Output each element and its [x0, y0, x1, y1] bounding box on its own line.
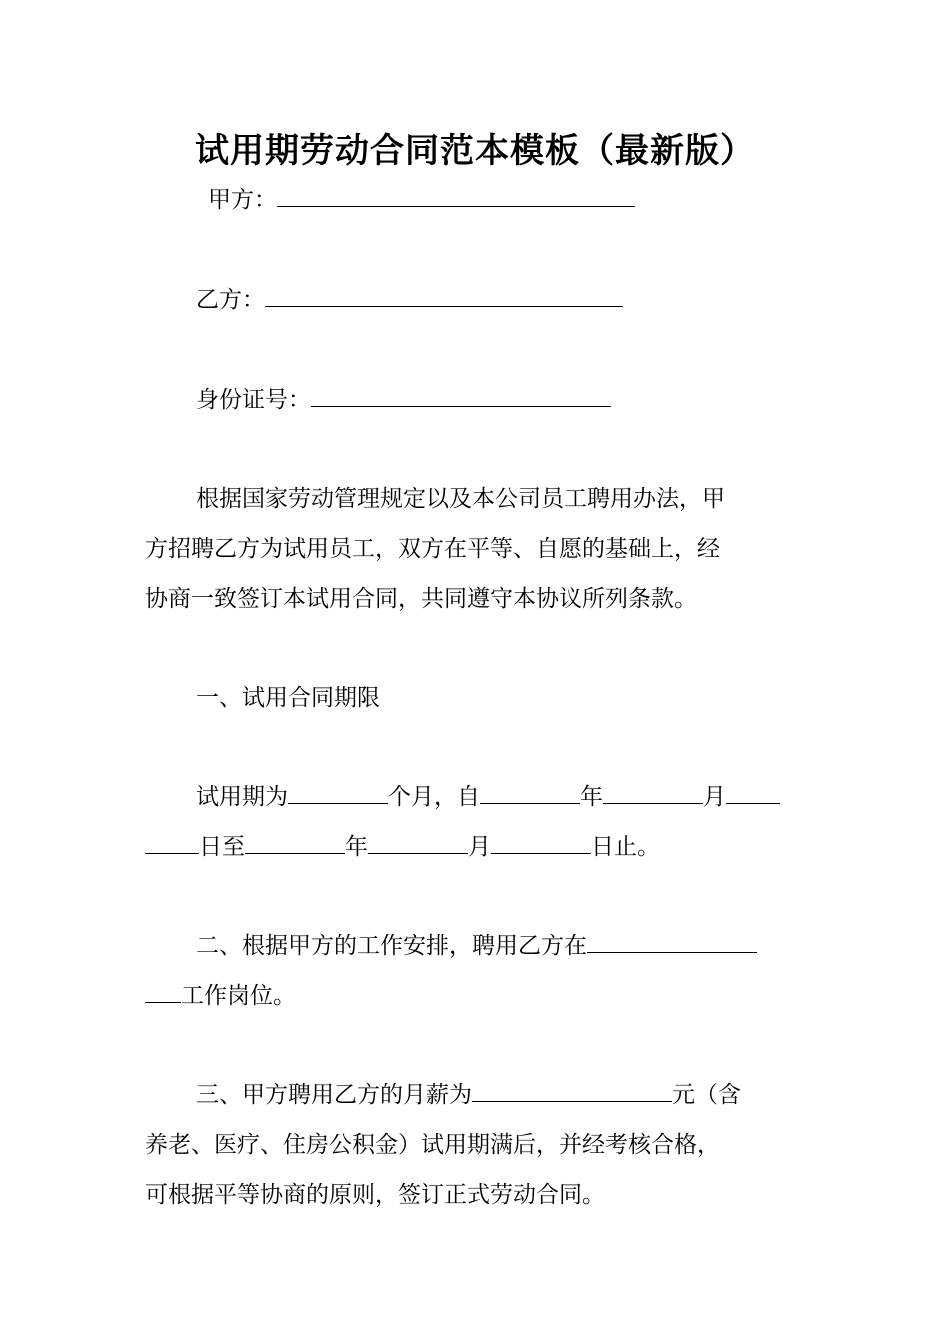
end-year-label: 年 [345, 834, 368, 860]
section-3-line-1 [196, 1070, 861, 1120]
section-1-heading: 一、试用合同期限 [196, 685, 380, 711]
term-end: 日止。 [591, 834, 660, 860]
term-month-unit: 个月，自 [388, 784, 480, 810]
party-a-row [208, 175, 873, 225]
end-day-blank [491, 829, 591, 854]
start-day-blank-part1 [726, 779, 780, 804]
party-a-blank [277, 182, 635, 207]
start-month-label: 月 [703, 784, 726, 810]
salary-blank [472, 1077, 672, 1102]
intro-line-1: 根据国家劳动管理规定以及本公司员工聘用办法，甲 [196, 486, 725, 512]
start-day-blank-part2 [145, 829, 199, 854]
section-2-line-2 [145, 971, 810, 1021]
position-blank-part1 [587, 928, 757, 953]
section-3-line-2: 养老、医疗、住房公积金）试用期满后，并经考核合格， [145, 1132, 720, 1158]
term-months-blank [288, 779, 388, 804]
term-prefix: 试用期为 [196, 784, 288, 810]
section-3-line-3: 可根据平等协商的原则，签订正式劳动合同。 [145, 1182, 605, 1208]
party-b-row [196, 275, 861, 325]
section-2-position-text: 工作岗位。 [181, 983, 296, 1009]
section-2-text: 二、根据甲方的工作安排，聘用乙方在 [196, 933, 587, 959]
id-number-row [196, 375, 861, 425]
section-2-line-1 [196, 921, 861, 971]
section-3-text: 三、甲方聘用乙方的月薪为 [196, 1082, 472, 1108]
party-a-label: 甲方： [208, 187, 277, 213]
term-line-1 [196, 772, 861, 822]
section-3-text-end: 元（含 [672, 1082, 741, 1108]
intro-line-3: 协商一致签订本试用合同，共同遵守本协议所列条款。 [145, 586, 697, 612]
position-blank-part2 [145, 978, 181, 1003]
party-b-blank [265, 282, 623, 307]
document-title: 试用期劳动合同范本模板（最新版） [195, 131, 755, 171]
id-number-blank [311, 382, 611, 407]
term-line-2 [145, 822, 810, 872]
intro-line-2: 方招聘乙方为试用员工，双方在平等、自愿的基础上，经 [145, 536, 720, 562]
term-to: 日至 [199, 834, 245, 860]
start-year-blank [480, 779, 580, 804]
id-number-label: 身份证号： [196, 387, 311, 413]
start-year-label: 年 [580, 784, 603, 810]
party-b-label: 乙方： [196, 287, 265, 313]
end-month-blank [368, 829, 468, 854]
start-month-blank [603, 779, 703, 804]
end-month-label: 月 [468, 834, 491, 860]
end-year-blank [245, 829, 345, 854]
